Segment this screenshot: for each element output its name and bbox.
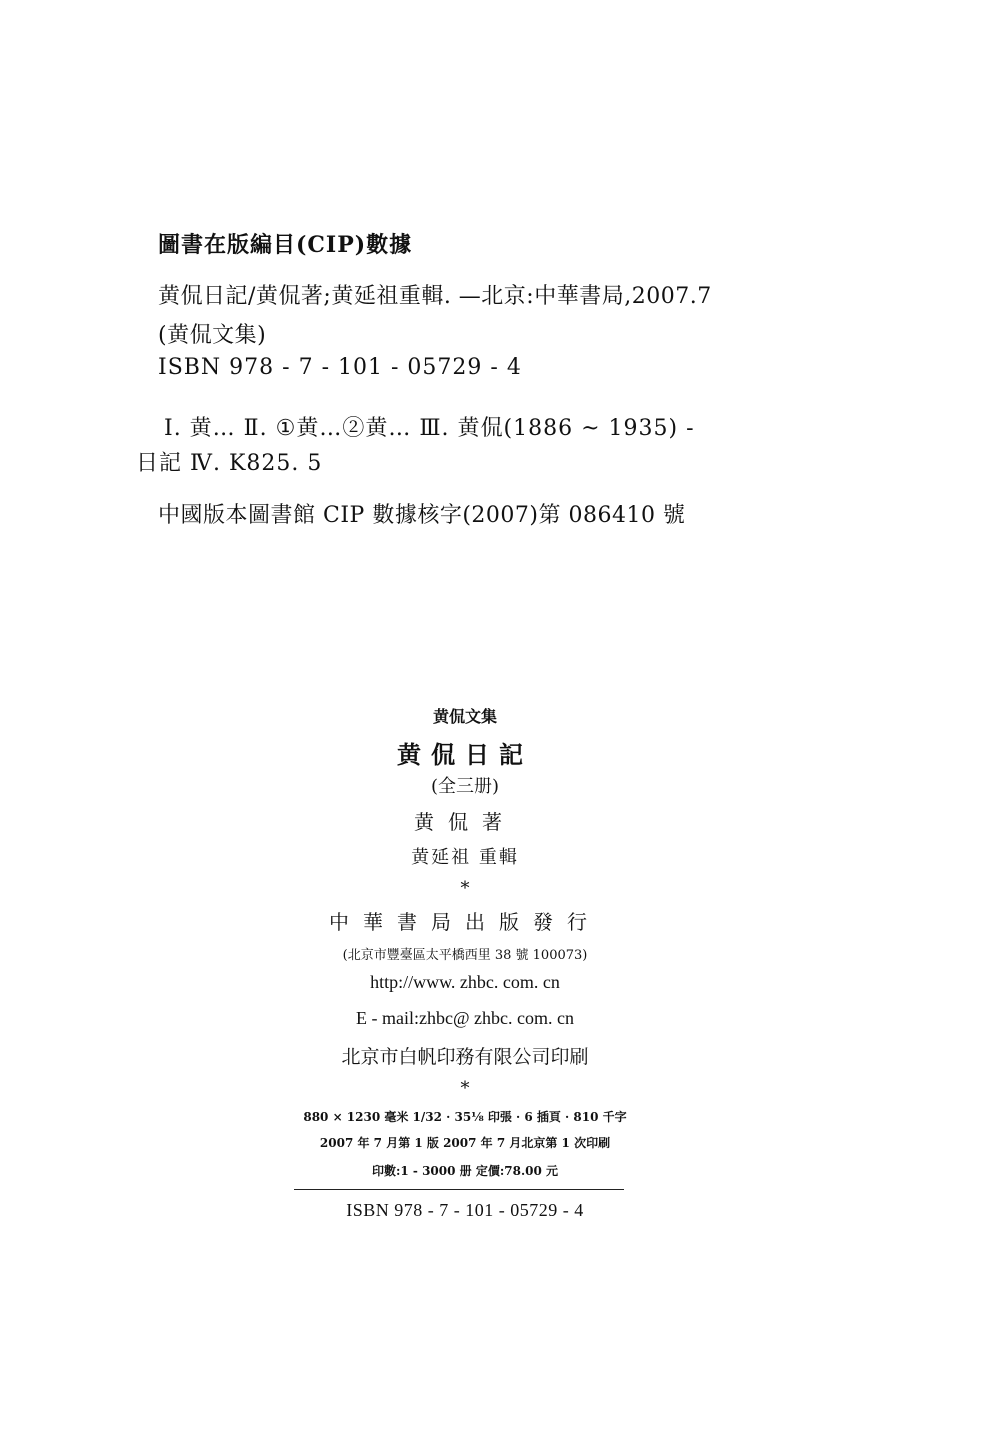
volume-count: (全三册)	[430, 776, 500, 797]
publisher-url: http://www. zhbc. com. cn	[370, 972, 560, 992]
series-name: 黄侃文集	[432, 707, 497, 726]
cip-subject-line: Ⅰ. 黄… Ⅱ. ①黄…②黄… Ⅲ. 黄侃(1886 ~ 1935) -	[164, 416, 695, 441]
publisher: 中華書局出版發行	[329, 910, 601, 934]
book-title: 黄侃日記	[397, 740, 533, 769]
cip-isbn-line: ISBN 978 - 7 - 101 - 05729 - 4	[158, 355, 522, 380]
print-run-and-price: 印數:1 - 3000 册 定價:78.00 元	[371, 1164, 559, 1178]
cip-heading: 圖書在版編目(CIP)數據	[158, 232, 413, 258]
publisher-email: E - mail:zhbc@ zhbc. com. cn	[356, 1008, 574, 1028]
editor: 黄延祖 重輯	[411, 847, 519, 868]
separator-star: *	[460, 1078, 470, 1099]
cip-title-line: 黄侃日記/黄侃著;黄延祖重輯. —北京:中華書局,2007.7	[158, 284, 712, 309]
separator-star: *	[460, 878, 470, 899]
print-specifications: 880 × 1230 毫米 1/32 · 35⅛ 印張 · 6 插頁 · 810 千字	[303, 1110, 627, 1124]
publisher-address: (北京市豐臺區太平橋西里 38 號 100073)	[342, 948, 588, 963]
colophon-block	[290, 700, 640, 1240]
cip-record-number: 中國版本圖書館 CIP 數據核字(2007)第 086410 號	[158, 503, 686, 528]
cip-series-line: (黄侃文集)	[158, 323, 267, 348]
printer: 北京市白帆印務有限公司印刷	[341, 1046, 589, 1068]
divider-rule	[294, 1189, 624, 1190]
author: 黄侃著	[414, 810, 516, 834]
isbn: ISBN 978 - 7 - 101 - 05729 - 4	[346, 1200, 584, 1220]
cip-classification-line: 日記 Ⅳ. K825. 5	[136, 451, 323, 476]
edition-info: 2007 年 7 月第 1 版 2007 年 7 月北京第 1 次印刷	[319, 1136, 611, 1150]
